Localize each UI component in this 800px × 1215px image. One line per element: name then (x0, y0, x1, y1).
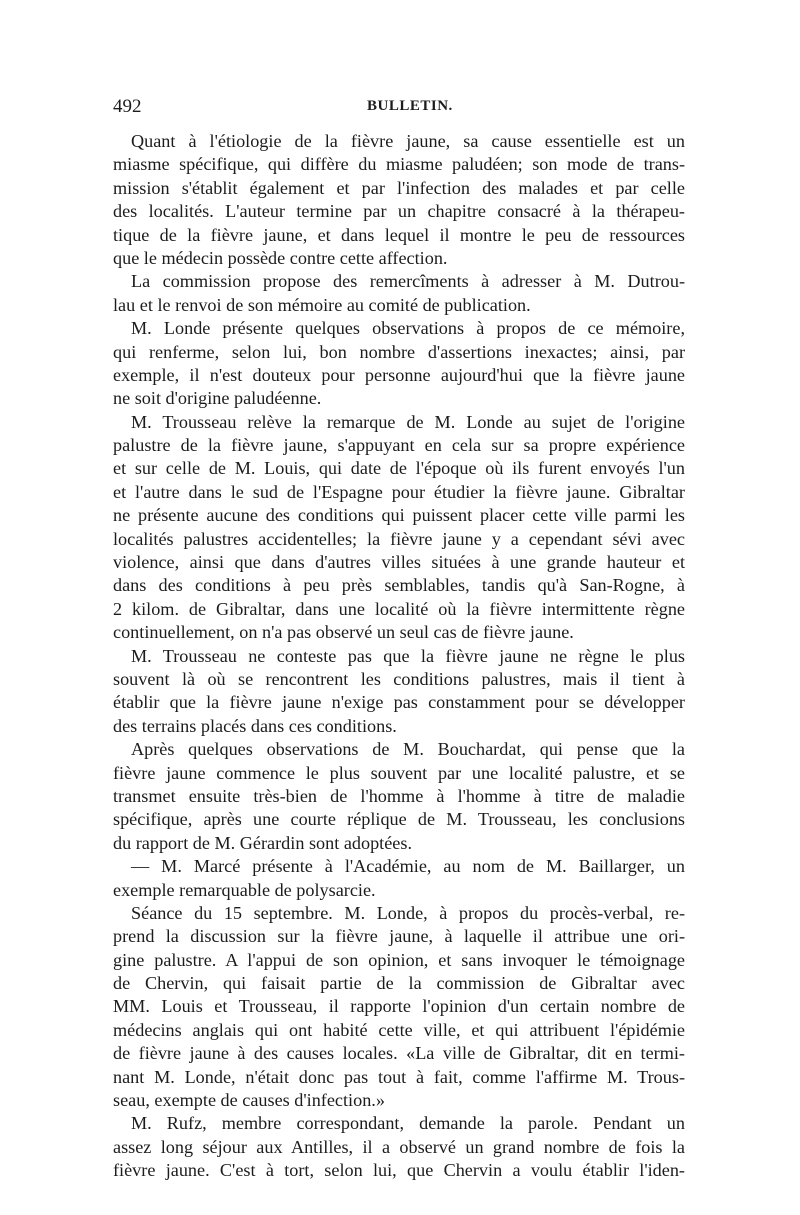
paragraph-rufz (113, 1112, 685, 1182)
text-line: 2 kilom. de Gibraltar, dans une localité où la fièvre intermittente règne (113, 598, 685, 619)
text-line: — M. Marcé présente à l'Académie, au nom de M. Baillarger, un (131, 856, 685, 877)
text-line: MM. Louis et Trousseau, il rapporte l'opinion d'un certain nombre de (113, 996, 685, 1017)
text-line: fièvre jaune commence le plus souvent par une localité palustre, et se (113, 762, 685, 783)
text-line: mission s'établit également et par l'infection des malades et par celle (113, 177, 685, 198)
text-line: exemple remarquable de polysarcie. (113, 879, 376, 900)
text-line: médecins anglais qui ont habité cette ville, et qui attribuent l'épidémie (113, 1019, 685, 1040)
page-header (113, 96, 685, 120)
text-line: miasme spécifique, qui diffère du miasme paludéen; son mode de trans- (113, 154, 685, 175)
text-line: des terrains placés dans ces conditions. (113, 715, 397, 736)
text-line: exemple, il n'est douteux pour personne aujourd'hui que la fièvre jaune (113, 364, 685, 385)
text-line: que le médecin possède contre cette affection. (113, 247, 448, 268)
text-line: La commission propose des remercîments à adresser à M. Dutrou- (131, 271, 685, 292)
text-line: dans des conditions à peu près semblables, tandis qu'à San-Rogne, à (113, 575, 685, 596)
paragraph-seance-15-septembre (113, 902, 685, 1113)
text-line: M. Trousseau relève la remarque de M. Londe au sujet de l'origine (131, 411, 685, 432)
text-line: gine palustre. A l'appui de son opinion, et sans invoquer le témoignage (113, 949, 685, 970)
text-line: prend la discussion sur la fièvre jaune, à laquelle il attribue une ori- (113, 926, 685, 947)
text-line: du rapport de M. Gérardin sont adoptées. (113, 832, 413, 853)
text-line: ne soit d'origine paludéenne. (113, 388, 322, 409)
text-line: localités palustres accidentelles; la fièvre jaune y a cependant sévi avec (113, 528, 685, 549)
text-line: palustre de la fièvre jaune, s'appuyant en cela sur sa propre expérience (113, 435, 685, 456)
paragraph-trousseau-1 (113, 411, 685, 645)
text-line: fièvre jaune. C'est à tort, selon lui, que Chervin a voulu établir l'iden- (113, 1160, 685, 1181)
text-line: spécifique, après une courte réplique de M. Trousseau, les conclusions (113, 809, 685, 830)
body-text (113, 130, 685, 1183)
text-line: de fièvre jaune à des causes locales. «La ville de Gibraltar, dit en termi- (113, 1043, 685, 1064)
text-line: et sur celle de M. Louis, qui date de l'époque où ils furent envoyés l'un (113, 458, 685, 479)
paragraph-bouchardat (113, 738, 685, 855)
text-line: établir que la fièvre jaune n'exige pas constamment pour se développer (113, 692, 685, 713)
text-line: de Chervin, qui faisait partie de la commission de Gibraltar avec (113, 973, 685, 994)
text-line: M. Trousseau ne conteste pas que la fièvre jaune ne règne le plus (131, 645, 685, 666)
text-line: qui renferme, selon lui, bon nombre d'assertions inexactes; ainsi, par (113, 341, 685, 362)
text-line: M. Rufz, membre correspondant, demande la parole. Pendant un (131, 1113, 685, 1134)
paragraph-trousseau-2 (113, 645, 685, 739)
text-line: ne présente aucune des conditions qui puissent placer cette ville parmi les (113, 505, 685, 526)
page-number: 492 (113, 96, 142, 117)
text-line: violence, ainsi que dans d'autres villes situées à une grande hauteur et (113, 552, 685, 573)
text-line: Séance du 15 septembre. M. Londe, à propos du procès-verbal, re- (131, 902, 685, 923)
text-line: assez long séjour aux Antilles, il a observé un grand nombre de fois la (113, 1136, 685, 1157)
paragraph-londe (113, 317, 685, 411)
text-line: lau et le renvoi de son mémoire au comité de publication. (113, 294, 531, 315)
text-line: continuellement, on n'a pas observé un seul cas de fièvre jaune. (113, 622, 574, 643)
paragraph-commission (113, 270, 685, 317)
text-line: Quant à l'étiologie de la fièvre jaune, sa cause essentielle est un (131, 131, 685, 151)
text-line: et l'autre dans le sud de l'Espagne pour étudier la fièvre jaune. Gibraltar (113, 481, 685, 502)
text-line: des localités. L'auteur termine par un chapitre consacré à la thérapeu- (113, 201, 685, 222)
text-line: M. Londe présente quelques observations à propos de ce mémoire, (131, 318, 685, 339)
running-title: BULLETIN. (367, 98, 453, 114)
text-line: nant M. Londe, n'était donc pas tout à fait, comme l'affirme M. Trous- (113, 1066, 685, 1087)
text-line: souvent là où se rencontrent les conditions palustres, mais il tient à (113, 668, 685, 689)
text-line: Après quelques observations de M. Bouchardat, qui pense que la (131, 739, 685, 760)
text-line: seau, exempte de causes d'infection.» (113, 1090, 385, 1111)
text-line: tique de la fièvre jaune, et dans lequel il montre le peu de ressources (113, 224, 685, 245)
paragraph-marce (113, 855, 685, 902)
paragraph-etiology (113, 130, 685, 270)
text-line: transmet ensuite très-bien de l'homme à l'homme à titre de maladie (113, 785, 685, 806)
